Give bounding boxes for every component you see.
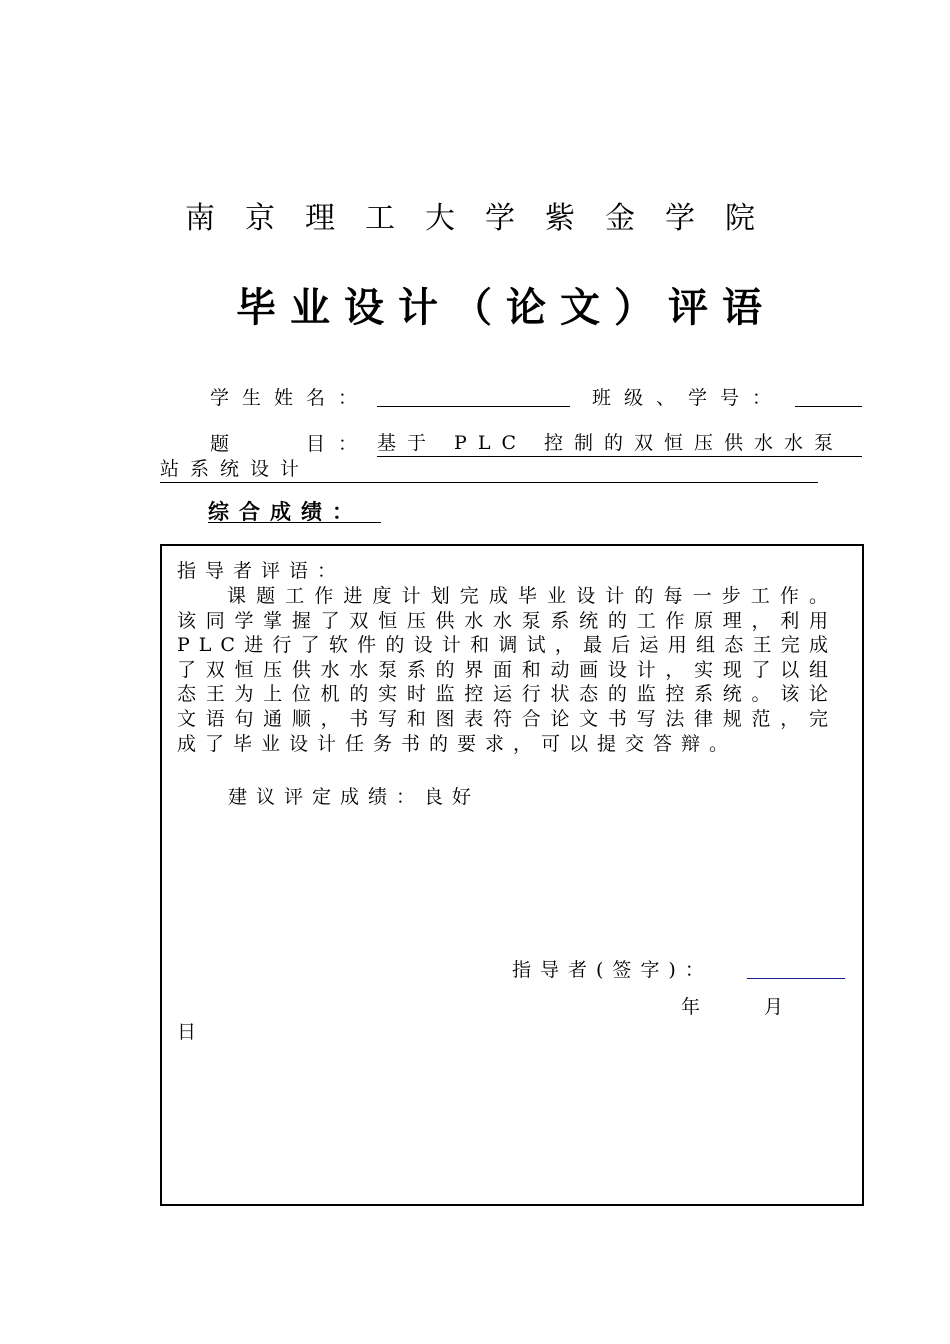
- class-id-label: 班级、学号：: [592, 387, 785, 409]
- suggested-grade-label: 建议评定成绩：: [228, 786, 425, 808]
- suggested-grade-row: [228, 784, 480, 810]
- topic-text-line1: 基于 PLC 控制的双恒压供水水泵: [377, 432, 845, 454]
- topic-field-line1[interactable]: [377, 430, 862, 457]
- school-name: 南京理工大学紫金学院: [185, 201, 785, 236]
- suggested-grade-value: 良好: [424, 786, 481, 808]
- document-title: 毕业设计（论文）评语: [236, 285, 776, 331]
- student-name-label: 学生姓名：: [210, 387, 371, 409]
- date-month-label: 月: [764, 996, 784, 1018]
- date-day-label: 日: [177, 1021, 197, 1043]
- topic-text-line2: 站系统设计: [160, 458, 311, 480]
- topic-label: 题 目：: [210, 433, 371, 455]
- class-id-field[interactable]: [795, 406, 862, 407]
- date-year-label: 年: [681, 996, 701, 1018]
- student-name-field[interactable]: [377, 406, 570, 407]
- topic-field-line2[interactable]: [160, 456, 818, 483]
- advisor-signature-label: 指导者(签字)：: [512, 959, 713, 981]
- advisor-comment-text: 课题工作进度计划完成毕业设计的每一步工作。该同学掌握了双恒压供水水泵系统的工作原理，利用PLC进行了软件的设计和调试，最后运用组态王完成了双恒压供水水泵系的界面和动画设计，实现了以组态王为上位机的实时监控运行状态的监控系统。该论文语句通顺，书写和图表符合论文书写法律规范，完成了毕业设计任务书的要求，可以提交答辩。: [177, 585, 837, 755]
- overall-score-field[interactable]: [208, 522, 381, 523]
- overall-score-label: 综合成绩：: [208, 500, 363, 524]
- advisor-comment-heading: 指导者评语：: [177, 560, 346, 582]
- advisor-signature-field[interactable]: [747, 978, 845, 979]
